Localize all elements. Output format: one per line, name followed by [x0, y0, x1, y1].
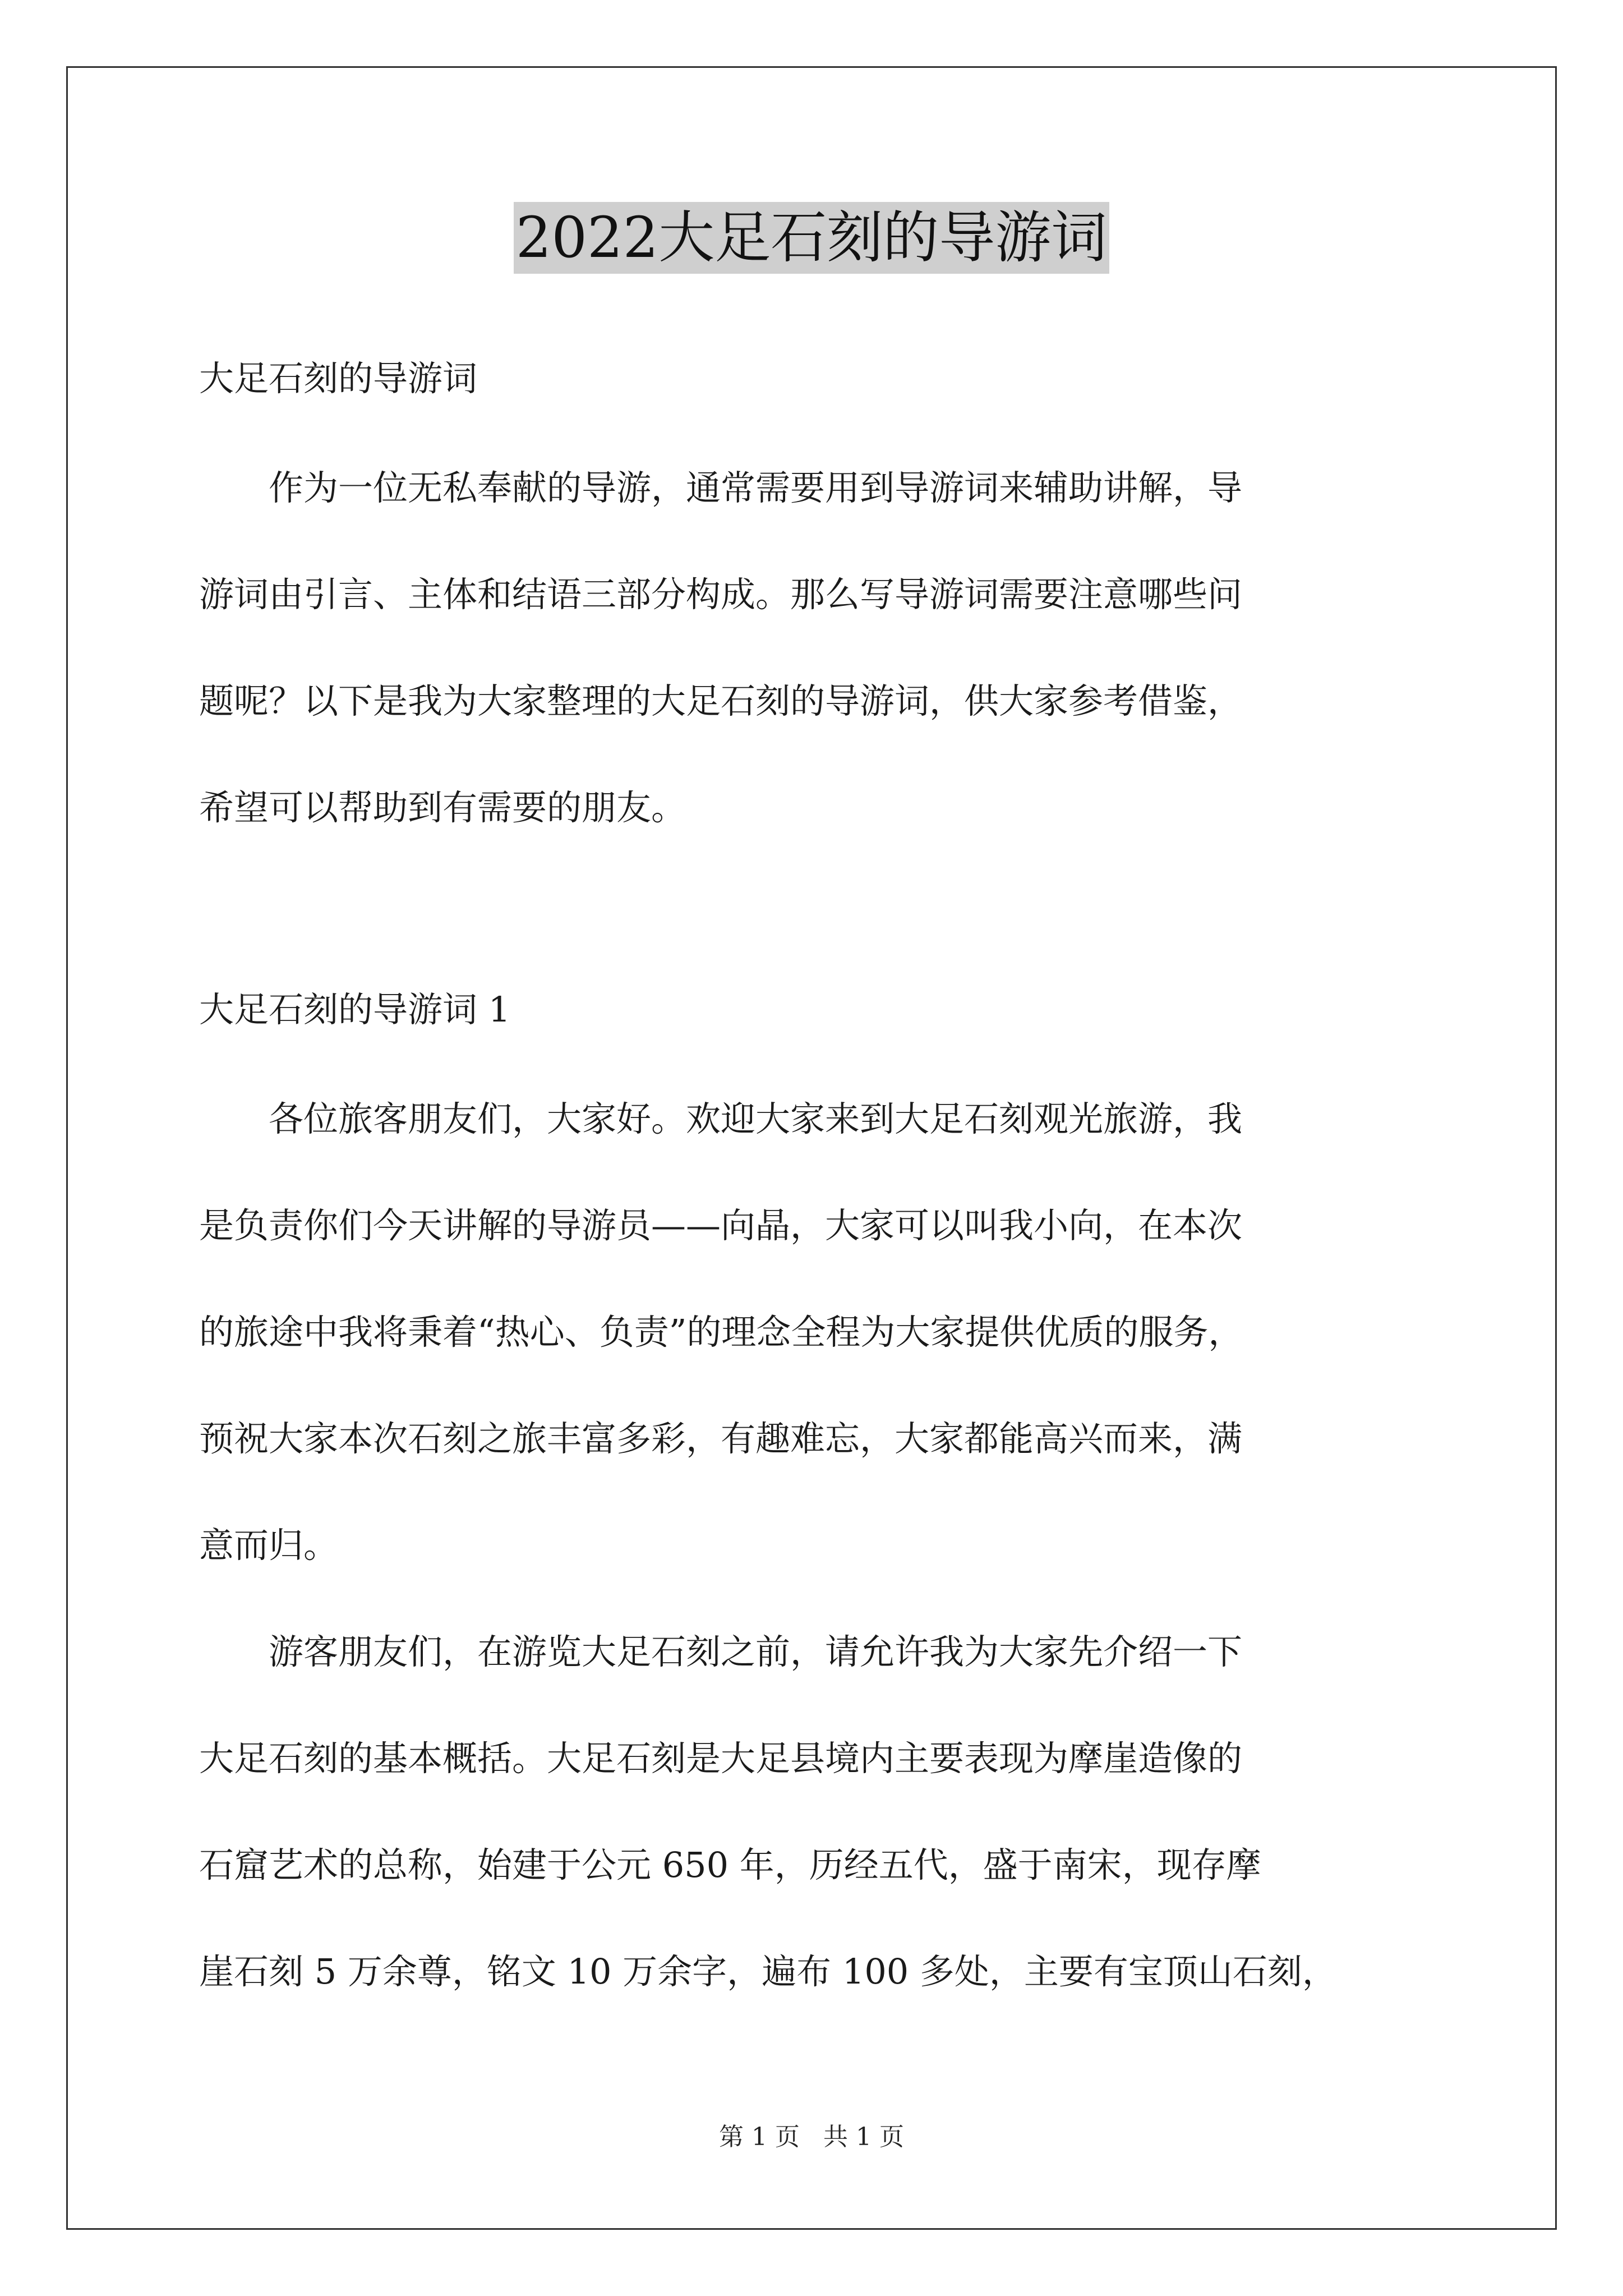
document-title: 2022大足石刻的导游词 — [514, 202, 1110, 274]
page-footer — [0, 2120, 1623, 2154]
paragraph-line: 游客朋友们，在游览大足石刻之前，请允许我为大家先介绍一下 — [199, 1631, 1243, 1672]
intro-line: 作为一位无私奉献的导游，通常需要用到导游词来辅助讲解，导 — [199, 467, 1243, 508]
paragraph-line: 预祝大家本次石刻之旅丰富多彩，有趣难忘，大家都能高兴而来，满 — [199, 1418, 1243, 1459]
intro-line: 题呢？以下是我为大家整理的大足石刻的导游词，供大家参考借鉴， — [199, 680, 1243, 721]
paragraph-line: 崖石刻 5 万余尊，铭文 10 万余字，遍布 100 多处，主要有宝顶山石刻， — [199, 1951, 1337, 1992]
title-container — [0, 202, 1623, 274]
paragraph-line: 石窟艺术的总称，始建于公元 650 年，历经五代，盛于南宋，现存摩 — [199, 1844, 1261, 1885]
document-body — [199, 339, 1433, 2025]
page-total: 共 1 页 — [823, 2123, 904, 2151]
paragraph-line: 的旅途中我将秉着“热心、负责”的理念全程为大家提供优质的服务， — [199, 1312, 1243, 1352]
intro-line: 游词由引言、主体和结语三部分构成。那么写导游词需要注意哪些问 — [199, 574, 1243, 615]
intro-heading: 大足石刻的导游词 — [199, 358, 478, 399]
paragraph-line: 是负责你们今天讲解的导游员——向晶，大家可以叫我小向，在本次 — [199, 1205, 1243, 1246]
section1-heading: 大足石刻的导游词 1 — [199, 989, 511, 1030]
intro-line: 希望可以帮助到有需要的朋友。 — [199, 787, 686, 828]
paragraph-line: 各位旅客朋友们，大家好。欢迎大家来到大足石刻观光旅游，我 — [199, 1098, 1243, 1139]
page-number: 第 1 页 — [719, 2123, 800, 2151]
paragraph-line: 意而归。 — [199, 1525, 339, 1566]
paragraph-line: 大足石刻的基本概括。大足石刻是大足县境内主要表现为摩崖造像的 — [199, 1738, 1243, 1779]
